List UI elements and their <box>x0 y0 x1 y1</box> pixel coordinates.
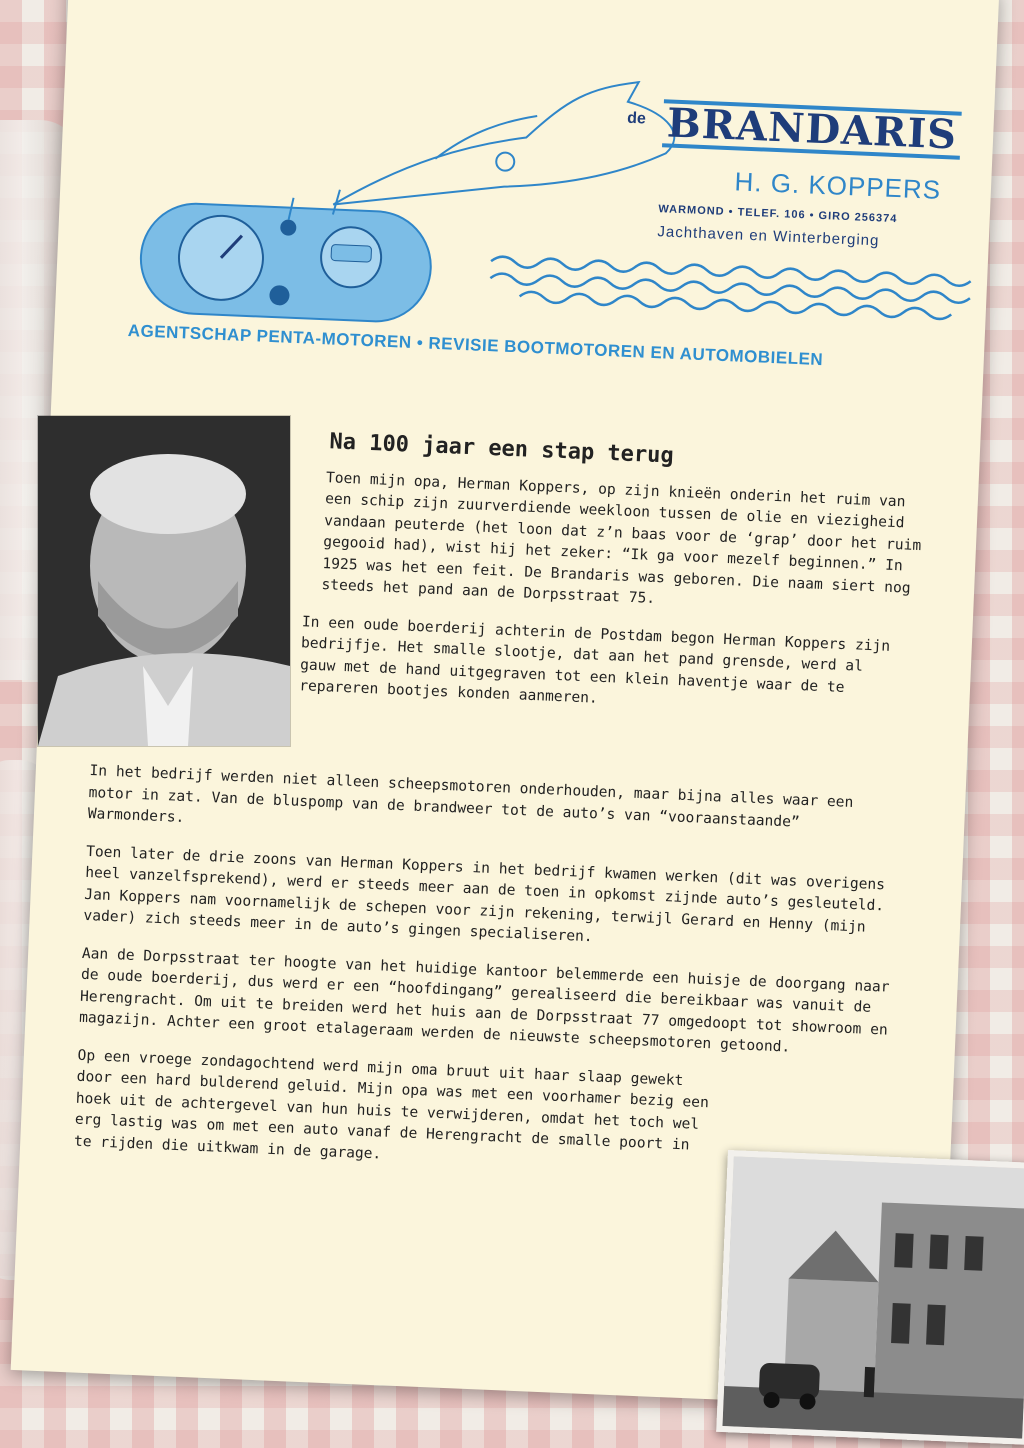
letterhead <box>94 40 989 457</box>
brand-prefix: de <box>626 109 647 128</box>
article-upper <box>288 430 939 739</box>
brand-contact: WARMOND • TELEF. 106 • GIRO 256374 <box>658 203 898 226</box>
portrait-illustration <box>38 416 290 746</box>
article-title: Na 100 jaar een stap terug <box>329 429 675 469</box>
article-paragraph: Aan de Dorpsstraat ter hoogte van het huidige kantoor belemmerde een huisje de doorgang naar de oude boerderij, dus werd er een “hoofdingang” gerealiseerd die bereikbaar was vanuit de Herengracht. Om uit te breiden werd het huis aan de Dorpsstraat 77 omgedoopt tot showroom en magazijn. Achter een groot etalageraam werden de nieuwste scheepsmotoren getoond. <box>78 944 890 1056</box>
article-paragraph: Op een vroege zondagochtend werd mijn oma bruut uit haar slaap gewekt door een hard bulderend geluid. Mijn opa was met een voorhamer bezig een hoek uit de achtergevel van hun huis te verwijderen, omdat het toch wel erg lastig was om met een auto vanaf de Herengracht de smalle poort in te rijden die uitkwam in de garage. <box>73 1046 710 1163</box>
brand-name: BRANDARIS <box>662 99 962 159</box>
article-lower <box>73 760 899 1202</box>
article-paragraph: In een oude boerderij achterin de Postdam begon Herman Koppers zijn bedrijfje. Het smalle slootje, dat aan het pand grensde, werd al gauw met de hand uitgegraven tot een klein haventje waar de te repareren bootjes konden aanmeren. <box>298 612 891 707</box>
portrait-photo <box>38 416 290 746</box>
brand-banner: AGENTSCHAP PENTA-MOTOREN • REVISIE BOOTMOTOREN EN AUTOMOBIELEN <box>127 321 824 370</box>
street-illustration <box>722 1156 1024 1438</box>
street-photo <box>716 1150 1024 1445</box>
article-paragraph: In het bedrijf werden niet alleen scheepsmotoren onderhouden, maar bijna alles waar een motor in zat. Van de bluspomp van de brandweer tot de auto’s van “vooraanstaande” Warmonders. <box>87 761 854 831</box>
brand-tagline: Jachthaven en Winterberging <box>657 223 880 250</box>
brand-owner: H. G. KOPPERS <box>734 166 942 205</box>
article-paragraph: Toen mijn opa, Herman Koppers, op zijn knieën onderin het ruim van een schip zijn zuurverdiende weekloon tussen de olie en viezigheid vandaan peuterde (het loon dat z’n baas voor de ‘grap’ door het ruim gegooid had), wist hij het zeker: “Ik ga voor mezelf beginnen.” In 1925 was het een feit. De Brandaris was geboren. Die naam siert nog steeds het pand aan de Dorpsstraat 75. <box>321 468 922 608</box>
article-paragraph: Toen later de drie zoons van Herman Koppers in het bedrijf kwamen werken (dit was overigens heel vanzelfsprekend), werd er steeds meer aan de toen in opkomst zijnde auto’s gesleuteld. Jan Koppers nam voornamelijk de schepen voor zijn rekening, terwijl Gerard en Henny (mijn vader) zich steeds meer in de auto’s gingen specialiseren. <box>83 842 886 946</box>
